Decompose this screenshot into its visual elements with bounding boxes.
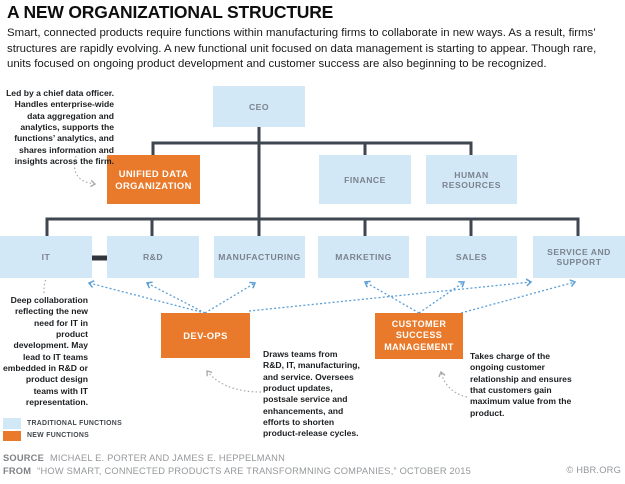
note-it-collaboration: Deep collaboration reflecting the new need for IT in product development. May lead to IT teams embedded in R&D or product design teams with IT representation. (3, 295, 88, 408)
edge-level3-rail (47, 219, 578, 236)
source-label: SOURCE (3, 453, 44, 463)
leader-devops-note (207, 371, 261, 392)
source-line (3, 452, 471, 465)
link-csm-sales (419, 282, 464, 313)
legend-item-traditional (3, 418, 122, 429)
link-csm-service (461, 282, 575, 313)
note-dev-ops: Draws teams from R&D, IT, manufacturing, and service. Oversees product updates, postsale service and enhancements, and efforts to shorten product-release cycles. (263, 349, 360, 439)
node-sales: SALES (426, 236, 517, 278)
node-rnd: R&D (107, 236, 199, 278)
traditional-functions-swatch (3, 418, 21, 429)
link-devops-manufacturing (205, 283, 255, 313)
leader-csm-note (441, 372, 467, 397)
intro-paragraph: Smart, connected products require functions within manufacturing firms to collaborate in new ways. As a result, firms’ structures are rapidly evolving. A new functional unit focused on data management is starting to appear. Though rare, units focused on ongoing product development and customer success are also beginning to be recognized. (7, 27, 597, 71)
link-devops-rnd (147, 283, 205, 313)
source-value: MICHAEL E. PORTER AND JAMES E. HEPPELMANN (49, 453, 285, 463)
from-label: FROM (3, 465, 32, 476)
node-human-resources: HUMAN RESOURCES (426, 155, 517, 204)
node-service-and-support: SERVICE AND SUPPORT (533, 236, 625, 278)
legend-label-traditional: TRADITIONAL FUNCTIONS (27, 419, 122, 427)
node-customer-success-management: CUSTOMER SUCCESS MANAGEMENT (375, 313, 463, 359)
copyright-hbr: © HBR.ORG (566, 465, 621, 475)
new-function-links (89, 282, 575, 313)
link-csm-marketing (365, 282, 419, 313)
node-finance: FINANCE (319, 155, 411, 204)
link-devops-service (249, 282, 531, 311)
note-customer-success: Takes charge of the ongoing customer relationship and ensures that customers gain maximum value from the product. (470, 351, 572, 418)
source-block (3, 452, 471, 477)
new-functions-swatch (3, 431, 21, 442)
legend-label-new: NEW FUNCTIONS (27, 432, 90, 440)
note-unified-data-organization: Led by a chief data officer. Handles enterprise-wide data aggregation and analytics, supports the functions’ analytics, and shares information and insights across the firm. (6, 88, 114, 167)
from-line (3, 465, 471, 478)
node-unified-data-organization: UNIFIED DATA ORGANIZATION (107, 155, 200, 204)
edge-level2-rail (153, 143, 471, 155)
node-dev-ops: DEV-OPS (161, 313, 250, 358)
node-ceo: CEO (213, 86, 305, 127)
legend (3, 418, 122, 443)
node-manufacturing: MANUFACTURING (214, 236, 305, 278)
node-marketing: MARKETING (318, 236, 409, 278)
from-value: “HOW SMART, CONNECTED PRODUCTS ARE TRANSFORMNING COMPANIES,” OCTOBER 2015 (37, 465, 472, 476)
node-it: IT (0, 236, 92, 278)
page-title: A NEW ORGANIZATIONAL STRUCTURE (7, 2, 334, 22)
link-devops-it (89, 283, 205, 313)
legend-item-new (3, 431, 122, 442)
